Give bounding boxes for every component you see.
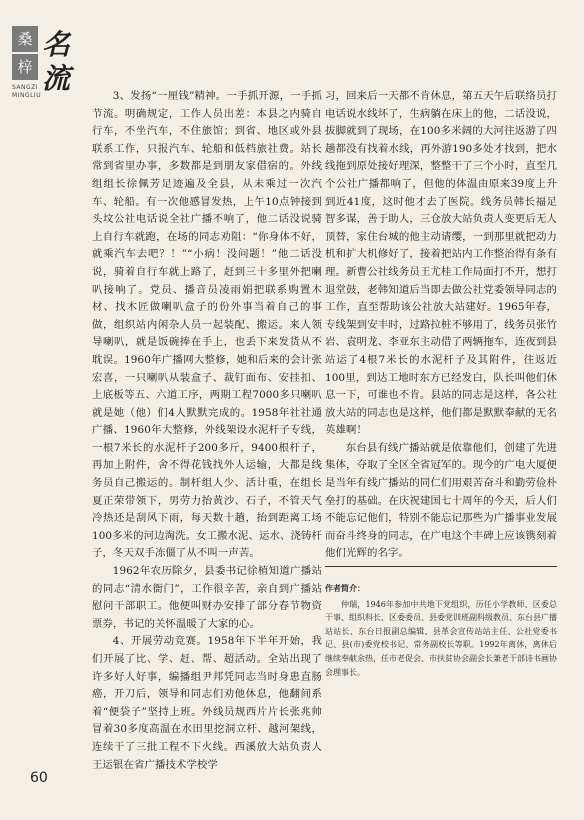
body-paragraph: 1962年农历除夕，县委书记徐植知道广播站的同志“清水衙门”，工作很辛苦，亲自到广播站慰问干部职工。他便叫财办安排了部分春节物资票券，书记的关怀温暖了大家的心。 [92,565,322,630]
author-bio-title: 作者简介： [325,583,365,593]
body-paragraph: 习，回来后一天都不肯休息，第五天午后联络员打电话说水线坏了，生病躺在床上的他，二话没说，拔脚就到了现场，在100多米阔的大河往返游了四趟都没有找着水线，再外游190多处才找到，把水线拖到原处接好理深，整整干了三个小时，直至几个公社广播都响了，但他的体温由原来39度上升到近41度，这时他才去了医院。线务员韩长福足智多谋，善于助人，三仓放大站负责人变更后无人顶替，家住台城的他主动请缨，一到那里就把动力机和扩大机修好了，接着把站内工作整治得有条有理。新曹公社线务员王尤桂工作局面打不开，想打退堂鼓，老韩知道后当即去做公社党委领导同志的工作，直至帮助该公社放大站建好。1965年春，专线架到安丰时，过路拉桩不够用了，线务员张竹岩、袁明龙、李亚东主动借了两辆拖车，连夜到县站运了4根7米长的水泥杆子及其附件，往返近100里，到达工地时东方已经发白，队长叫他们休息一下，可谁也不肯。县站的同志是这样，各公社放大站的同志也是这样，他们都是默默奉献的无名英雄啊！ [325,90,557,437]
logo-pinyin-2: MINGLIU [12,92,42,99]
body-paragraph: 4、开展劳动竞赛。1958年下半年开始，我们开展了比、学、赶、帮、超活动。全站出现了许多好人好事，编播组尹邦凭同志当时身患直肠癌，开刀后，领导和同志们劝他休息，他翻间系着“便袋子”坚持上班。外线员规西片片长张兆帅冒着30多度高温在水田里挖洞立杆、越河架线，连续干了三批工程不下火线。西溪放大站负责人王运银在省广播技术学校学 [92,635,322,771]
logo-char-box-2: 梓 [12,54,38,80]
column-logo [12,26,86,102]
logo-big-char-1: 名 [42,28,71,61]
logo-pinyin-1: SANGZI [12,84,39,91]
left-text-column [92,88,322,774]
logo-big-char-2: 流 [42,62,71,95]
section-divider [325,566,557,567]
author-bio [325,582,557,679]
right-text-column [325,88,557,563]
author-bio-body: 仲瑞，1946年参加中共地下党组织，历任小学教师、区委总干事、组织科长、区委委员、县委党训班副科级教员、东台县广播站站长、东台日报副总编辑、县革会宣传站站主任、公社党委书记、县(市)委党校书记、常务副校长等职。1992年离休，离休后继续奉献余热，任市老促会、市扶贫协会副会长兼老干部诗书画协会理事长。 [325,599,557,677]
logo-char-box-1: 桑 [12,26,38,52]
body-paragraph: 3、发扬“一厘钱”精神。一手抓开源，一手抓节流。明确规定，工作人员出差：本县之内骑自行车，不坐汽车，不住旅馆；到省、地区或外县联系工作，只报汽车、轮船和低档旅社费。站长常到省里办事，多数都是到朋友家借宿的。外线组组长徐佩芳足迹遍及全县，从未乘过一次汽车、轮船。有一次他感冒发热，上午10点钟接到头坟公社电话说全社广播不响了，他二话没说骑上自行车就跑，在场的同志劝阻：“你身体不好，就乘汽车去吧？！”“小病！没问题！”他二话没说，骑着自行车就上路了，赶到三十多里外把喇叭接响了。党员、播音员凌雨娟把联系购置木材、找木匠做喇叭盒子的份外事当着自己的事做，组织站内闲杂人员一起装配、搬运。来人领导喇叭，就是饭碗捧在手上，也丢下来发货从不耽误。1960年广播网大整修，她和后来的会计张宏喜，一只喇叭从装盒子、裁钉面布、安挂扣、上底板等五、六道工序，两期工程7000多只喇叭就是她（他）们4人默默完成的。1958年社社通广播、1960年大整修，外线架设水泥杆子专线，一根7米长的水泥杆子200多斤，9400根杆子，再加上附件，舍不得花钱找外人运输，大都是线务员自己搬运的。制杆组人少、活计重，在组长夏正荣带领下，男劳力抬黄沙、石子，不管天气冷热还是刮风下雨，每天数十趟，抬到距离工场100多米的河边淘洗。女工搬水泥、运水、浇铸杆子，冬天双手冻僵了从不叫一声苦。 [92,90,322,560]
body-paragraph: 东台县有线广播站就是依靠他们，创建了先进集体，夺取了全区全省冠军的。现今的广电大厦便是当年有线广播站的同仁们用艰苦奋斗和勤劳俭朴垒打的基础。在庆祝建国七十周年的今天，后人们不能忘记他们，特别不能忘记那些为广播事业发展而奋斗终身的同志，在广电这个丰碑上应该镌刻着他们光辉的名字。 [325,441,557,560]
page-number: 60 [30,770,48,786]
